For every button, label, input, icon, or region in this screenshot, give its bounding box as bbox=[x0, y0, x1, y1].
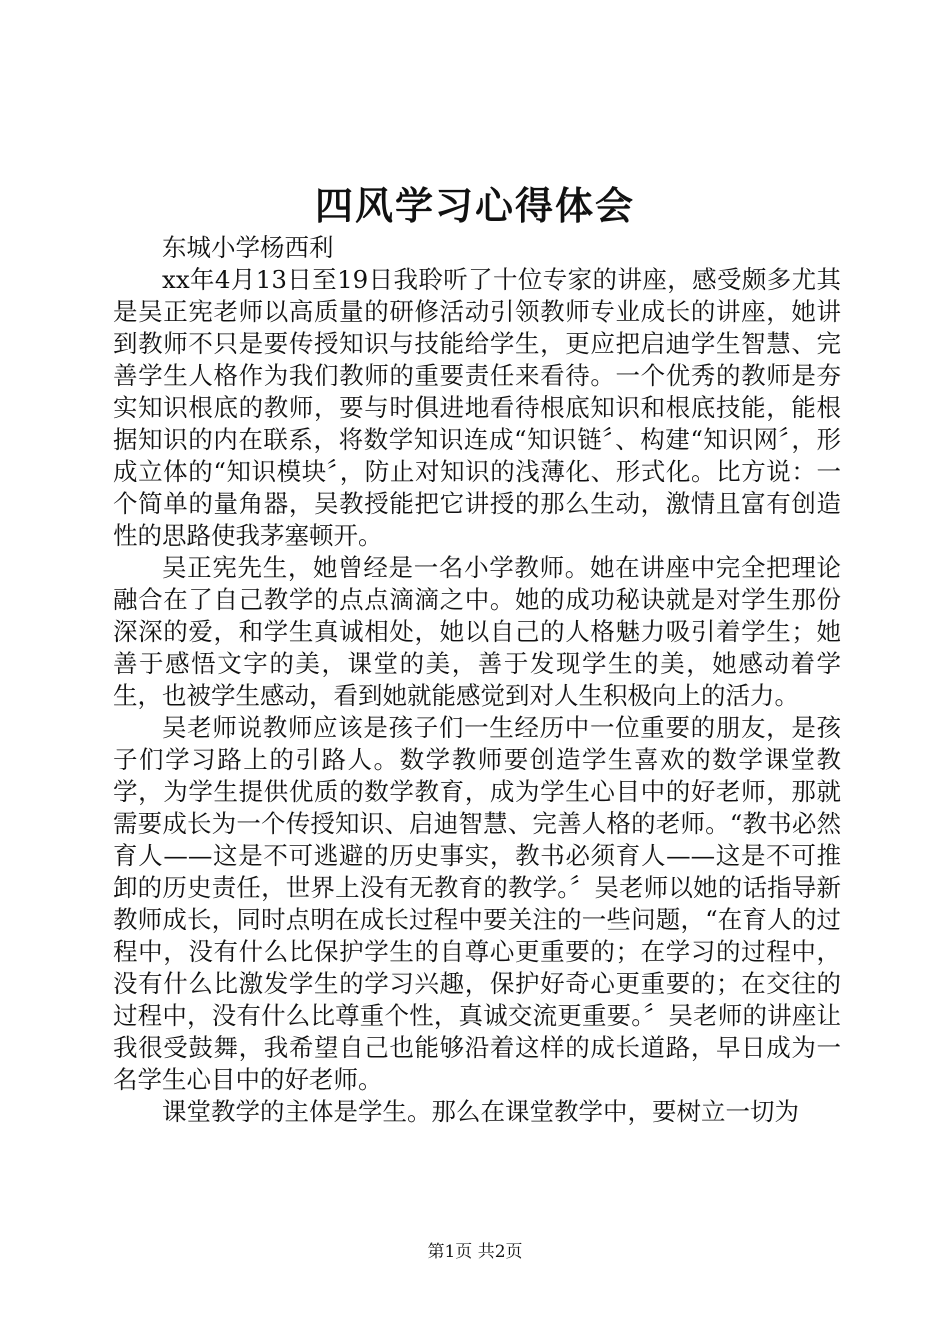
paragraph: 课堂教学的主体是学生。那么在课堂教学中，要树立一切为 bbox=[162, 1097, 799, 1126]
paragraph: 吴老师说教师应该是孩子们一生经历中一位重要的朋友，是孩子们学习路上的引路人。数学教师要创造学生喜欢的数学课堂教学，为学生提供优质的数学教育，成为学生心目中的好老师，那就需要成长为一个传授知识、启迪智慧、完善人格的老师。“教书必然育人——这是不可逃避的历史事实，教书必须育人——这是不可推卸的历史责任，世界上没有无教育的教学。〞吴老师以她的话指导新教师成长，同时点明在成长过程中要关注的一些问题，“在育人的过程中，没有什么比保护学生的自尊心更重要的；在学习的过程中，没有什么比激发学生的学习兴趣，保护好奇心更重要的；在交往的过程中，没有什么比尊重个性，真诚交流更重要。〞吴老师的讲座让我很受鼓舞，我希望自己也能够沿着这样的成长道路，早日成为一名学生心目中的好老师。 bbox=[113, 713, 841, 1094]
author-line: 东城小学杨西利 bbox=[162, 233, 334, 262]
document-body bbox=[113, 232, 841, 1128]
paragraph: xx年4月13日至19日我聆听了十位专家的讲座，感受颇多尤其是吴正宪老师以高质量的研修活动引领教师专业成长的讲座，她讲到教师不只是要传授知识与技能给学生，更应把启迪学生智慧、完善学生人格作为我们教师的重要责任来看待。一个优秀的教师是夯实知识根底的教师，要与时俱进地看待根底知识和根底技能，能根据知识的内在联系，将数学知识连成“知识链〞、构建“知识网〞，形成立体的“知识模块〞，防止对知识的浅薄化、形式化。比方说：一个简单的量角器，吴教授能把它讲授的那么生动，激情且富有创造性的思路使我茅塞顿开。 bbox=[113, 265, 841, 550]
paragraph: 吴正宪先生，她曾经是一名小学教师。她在讲座中完全把理论融合在了自己教学的点点滴滴之中。她的成功秘诀就是对学生那份深深的爱，和学生真诚相处，她以自己的人格魅力吸引着学生；她善于感悟文字的美，课堂的美，善于发现学生的美，她感动着学生，也被学生感动，看到她就能感觉到对人生积极向上的活力。 bbox=[113, 553, 841, 710]
document-title: 四风学习心得体会 bbox=[314, 183, 635, 228]
page-footer: 第1页 共2页 bbox=[427, 1242, 523, 1262]
